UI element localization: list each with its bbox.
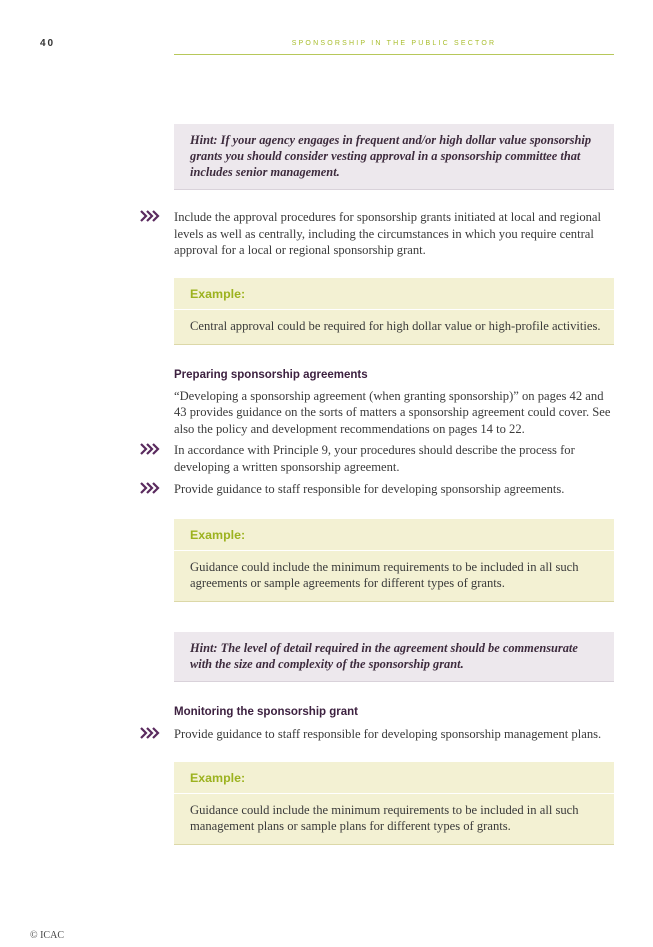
main-content [174, 124, 614, 845]
paragraph: “Developing a sponsorship agreement (when granting sponsorship)” on pages 42 and 43 provides guidance on the sorts of matters a sponsorship agreement could cover. See also the policy and development recommendations on pages 14 to 22. [174, 388, 611, 436]
bullet-text: In accordance with Principle 9, your procedures should describe the process for developing a written sponsorship agreement. [174, 443, 575, 474]
example-divider [174, 793, 614, 794]
header-rule [174, 54, 614, 55]
example-text: Guidance could include the minimum requirements to be included in all such agreements or sample agreements for different types of grants. [190, 559, 579, 590]
example-label: Example: [190, 771, 246, 785]
copyright-notice: © ICAC [30, 930, 64, 941]
hint-box: Hint: The level of detail required in the agreement should be commensurate with the size and complexity of the sponsorship grant. [174, 632, 614, 682]
example-divider [174, 550, 614, 551]
section-heading: Monitoring the sponsorship grant [174, 705, 358, 718]
example-text: Guidance could include the minimum requirements to be included in all such management plans or sample plans for different types of grants. [190, 803, 579, 833]
triple-chevron-right-icon [140, 482, 160, 494]
bullet-text: Include the approval procedures for sponsorship grants initiated at local and regional levels as well as centrally, including the circumstances in which you require central approval for a local or regional sponsorship grant. [174, 210, 602, 257]
example-divider [174, 309, 614, 310]
section-heading: Preparing sponsorship agreements [174, 368, 368, 381]
bullet-item [174, 209, 614, 259]
example-text: Central approval could be required for high dollar value or high-profile activities. [190, 318, 601, 333]
bullet-item [174, 481, 614, 498]
bullet-item [174, 442, 614, 475]
example-label: Example: [190, 527, 246, 542]
bullet-item [174, 726, 614, 743]
example-box [174, 278, 614, 345]
triple-chevron-right-icon [140, 210, 160, 222]
triple-chevron-right-icon [140, 727, 160, 739]
example-label: Example: [190, 286, 246, 301]
running-head: SPONSORSHIP IN THE PUBLIC SECTOR [291, 40, 497, 47]
bullet-text: Provide guidance to staff responsible for developing sponsorship agreements. [174, 482, 565, 496]
hint-box: Hint: If your agency engages in frequent and/or high dollar value sponsorship grants you should consider vesting approval in a sponsorship committee that includes senior management. [174, 124, 614, 190]
example-box [174, 762, 614, 845]
example-box [174, 519, 614, 602]
bullet-text: Provide guidance to staff responsible for developing sponsorship management plans. [174, 726, 602, 741]
page-number: 40 [40, 38, 56, 49]
triple-chevron-right-icon [140, 443, 160, 455]
